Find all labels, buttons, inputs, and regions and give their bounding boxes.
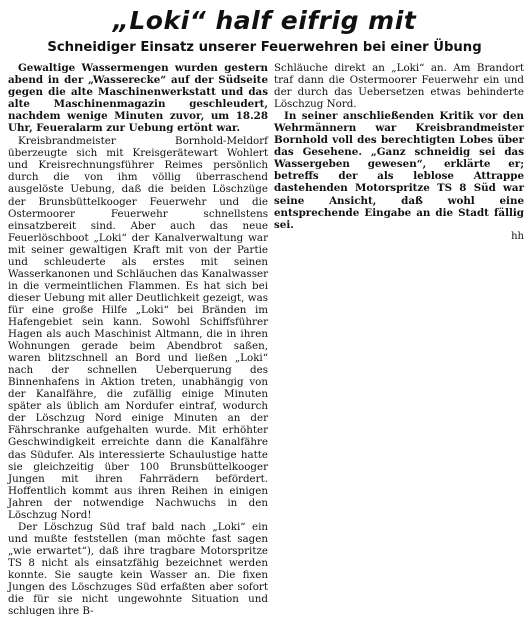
article-paragraph: Der Löschzug Süd traf bald nach „Loki“ ein und mußte feststellen (man möchte fast sagen „wie erwartet“), daß ihre tragbare Motorspritze TS 8 nicht als einsatzfähig bezeichnet werden konnte. Sie saugte kein Wasser an. Die fixen Jungen des Löschzuges Süd erfaßten aber sofort die für sie nicht ungewohnte Situation und schlugen ihre B-	[8, 520, 268, 617]
article-headline: „Loki“ half eifrig mit	[112, 6, 417, 35]
article-subheadline: Schneidiger Einsatz unserer Feuerwehren bei einer Übung	[47, 40, 482, 55]
article-right-column	[274, 62, 524, 243]
article-lead-paragraph: Gewaltige Wassermengen wurden gestern abend in der „Wasserecke“ auf der Südseite gegen die alte Maschinenwerkstatt und das alte Maschinenmagazin geschleudert, nachdem wenige Minuten zuvor, um 18.28 Uhr, Feueralarm zur Uebung ertönt war.	[8, 62, 268, 135]
article-paragraph: Schläuche direkt an „Loki“ an. Am Brandort traf dann die Ostermoorer Feuerwehr ein und der durch das Uebersetzen etwas behinderte Löschzug Nord.	[274, 62, 524, 111]
article-paragraph: Kreisbrandmeister Bornhold-Meldorf überzeugte sich mit Kreisgerätewart Wohlert und Kreisrechnungsführer Reimes persönlich durch die von ihm völlig überraschend ausgelöste Uebung, daß die beiden Löschzüge der Brunsbüttelkooger Feuerwehr und die Ostermoorer Feuerwehr schnellstens einsatzbereit sind. Aber auch das neue Feuerlöschboot „Loki“ der Kanalverwaltung war mit seiner gewaltigen Kraft mit von der Partie und schleuderte als erstes mit seinen Wasserkanonen und Schläuchen das Kanalwasser in die vermeintlichen Flammen. Es hat sich bei dieser Uebung mit aller Deutlichkeit gezeigt, was für eine große Hilfe „Loki“ bei Bränden im Hafengebiet sein kann. Sowohl Schiffsführer Hagen als auch Maschinist Altmann, die in ihren Wohnungen gerade beim Abendbrot saßen, waren blitzschnell an Bord und ließen „Loki“ nach der schnellen Ueberquerung des Binnenhafens in Aktion treten, unabhängig von der Kanalfähre, die zufällig einige Minuten später als üblich am Nordufer eintraf, wodurch der Löschzug Nord einige Minuten an der Fährschranke aufgehalten wurde. Mit erhöhter Geschwindigkeit erreichte dann die Kanalfähre das Südufer. Als interessierte Schaulustige hatte sie gleichzeitig über 100 Brunsbüttelkooger Jungen mit ihren Fahrrädern befördert. Hoffentlich kommt aus ihren Reihen in einigen Jahren der notwendige Nachwuchs in den Löschzug Nord!	[8, 135, 269, 521]
author-signature: hh	[511, 230, 524, 242]
article-paragraph: In seiner anschließenden Kritik vor den Wehrmännern war Kreisbrandmeister Bornhold voll des berechtigten Lobes über das Gesehene. „Ganz schneidig sei das Wassergeben gewesen“, erklärte er; betreffs der als leblose Attrappe dastehenden Motorspritze TS 8 Süd war seine Ansicht, daß wohl eine entsprechende Eingabe an die Stadt fällig sei.	[274, 110, 524, 231]
article-left-column	[8, 62, 268, 617]
